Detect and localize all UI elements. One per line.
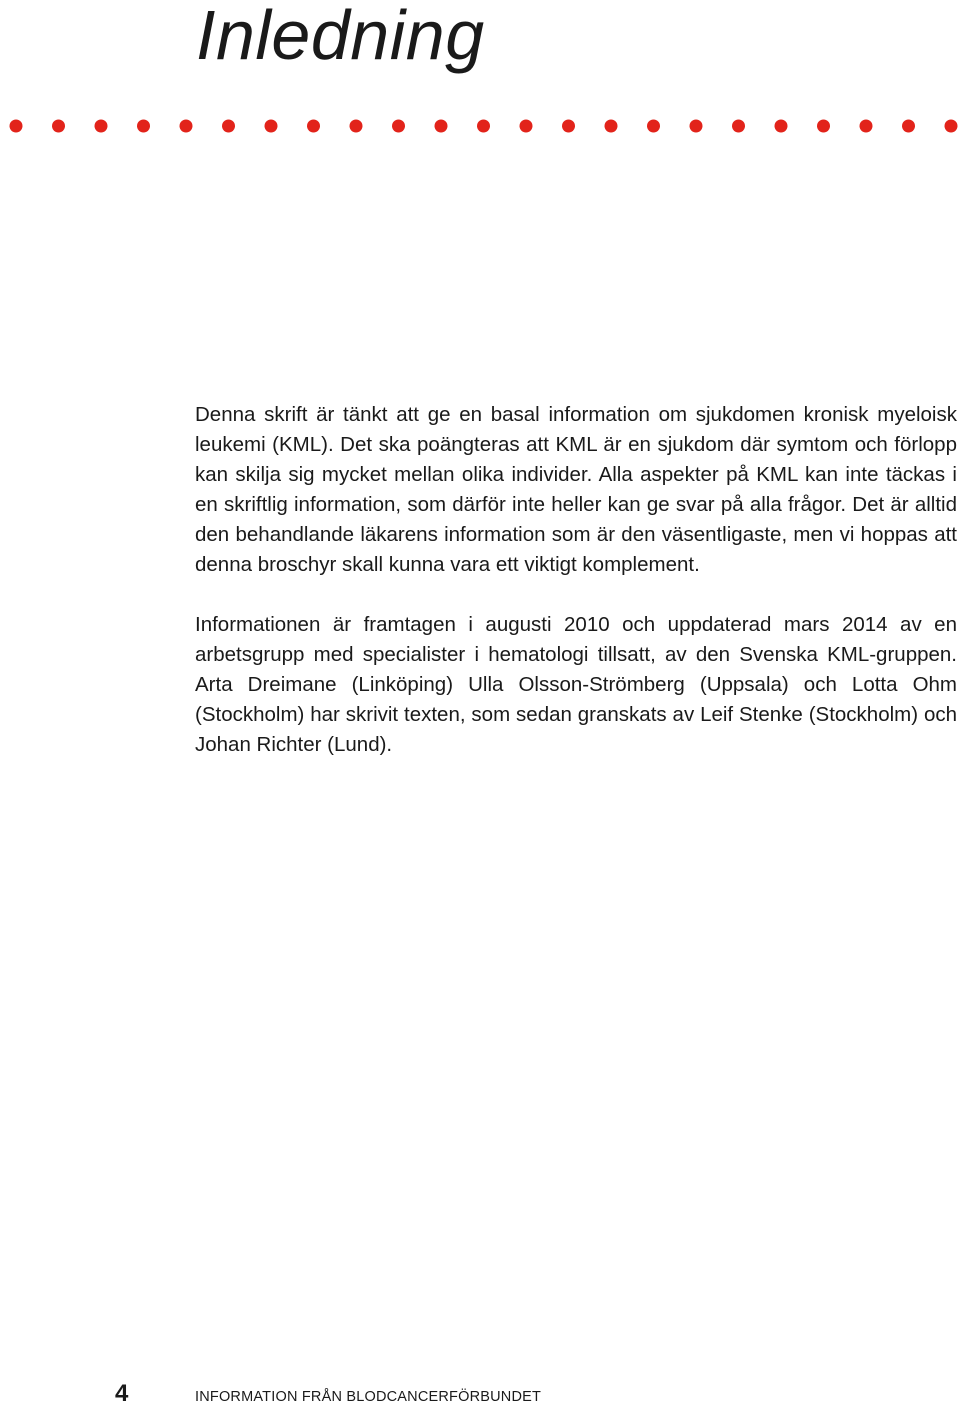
decorative-dot-row — [9, 118, 959, 134]
decor-dot — [817, 120, 830, 133]
decor-dot — [265, 120, 278, 133]
page-footer — [115, 1380, 541, 1410]
decor-dot — [52, 120, 65, 133]
decor-dot — [392, 120, 405, 133]
decor-dot — [180, 120, 193, 133]
decor-dot — [562, 120, 575, 133]
page-title: Inledning — [196, 0, 485, 74]
decor-dot — [945, 120, 958, 133]
decor-dot — [137, 120, 150, 133]
decor-dot — [95, 120, 108, 133]
decor-dot — [435, 120, 448, 133]
decor-dot — [222, 120, 235, 133]
publisher-name: INFORMATION FRÅN BLODCANCERFÖRBUNDET — [195, 1389, 542, 1405]
decor-dot — [520, 120, 533, 133]
decor-dot — [732, 120, 745, 133]
decor-dot — [307, 120, 320, 133]
dot-row-graphic — [9, 118, 959, 134]
decor-dot — [10, 120, 23, 133]
decor-dot — [350, 120, 363, 133]
credits-paragraph: Informationen är framtagen i augusti 2010 och uppdaterad mars 2014 av en arbetsgrupp med specialister i hematologi tillsatt, av den Svenska KML-gruppen. Arta Dreimane (Linköping) Ulla Olsson-Strömberg (Uppsala) och Lotta Ohm (Stockholm) har skrivit texten, som sedan granskats av Leif Stenke (Stockholm) och Johan Richter (Lund). — [195, 613, 957, 756]
page-number: 4 — [115, 1380, 129, 1407]
body-text — [195, 400, 957, 790]
intro-paragraph: Denna skrift är tänkt att ge en basal information om sjukdomen kronisk myeloisk leukemi (KML). Det ska poängteras att KML är en sjukdom där symtom och förlopp kan skilja sig mycket mellan olika individer. Alla aspekter på KML kan inte täckas i en skriftlig information, som därför inte heller kan ge svar på alla frågor. Det är alltid den behandlande läkarens information som är den väsentligaste, men vi hoppas att denna broschyr skall kunna vara ett viktigt komplement. — [195, 403, 957, 576]
decor-dot — [860, 120, 873, 133]
decor-dot — [775, 120, 788, 133]
decor-dot — [902, 120, 915, 133]
decor-dot — [605, 120, 618, 133]
decor-dot — [477, 120, 490, 133]
decor-dot — [690, 120, 703, 133]
decor-dot — [647, 120, 660, 133]
